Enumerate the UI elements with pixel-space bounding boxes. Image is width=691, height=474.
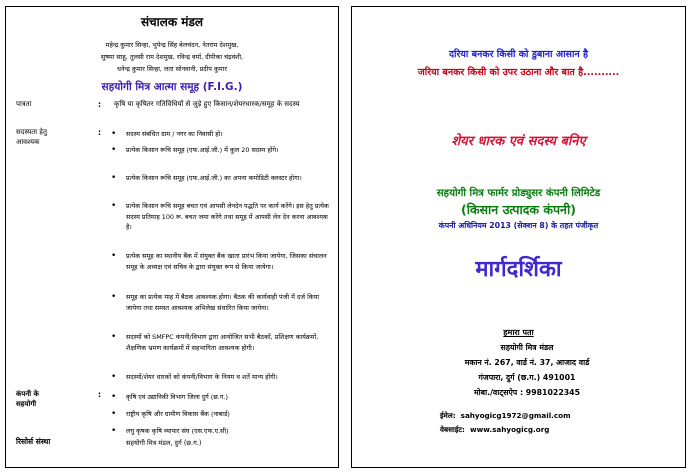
left-panel [5,6,339,468]
list-item-text: लघु कृषक कृषि व्यापार संघ (एस.एफ.ए.सी) [126,427,229,435]
address-line-4: मोबा./वाट्सऐप : 9981022345 [473,388,581,397]
bullet-icon: • [111,409,117,419]
bullet-icon: • [111,251,117,261]
list-item [106,292,334,313]
list-item-text: सदस्यों/शेयर धारकों को कंपनी/विभाग के नियम व शर्ते मान्य होंगी। [126,373,278,381]
list-item-text: प्रत्येक समूह का स्थानीय बैंक में संयुक्त बैंक खाता प्रारंभ किया जायेगा, जिसका संचालन समूह के अध्यक्ष एवं सचिव के द्वारा संयुक्त रूप से किया जायेगा। [126,252,327,271]
resource-label: रिसोर्स संस्था [16,437,51,446]
list-item-text: सदस्य संबंधित ग्राम / नगर का निवासी हो। [126,130,223,138]
list-item [106,251,334,272]
tagline-1: दरिया बनकर किसी को डुबाना आसान है [448,49,589,60]
website-link[interactable]: www.sahyogicg.org [469,425,550,434]
registration-line: कंपनी अधिनियम 2013 (सेक्शन 8) के तहत पंजीकृत [438,221,599,230]
list-item-text: राष्ट्रीय कृषि और ग्रामीण विकास बैंक (नाबार्ड) [126,410,230,418]
list-item-text: सदस्यों को SMFPC कंपनी/विभाग द्वारा आयोजित सभी बैठकों, प्रशिक्षण कार्यक्रमों, शैक्षणिक भ्रमण कार्यक्रमों में सहभागिता आवश्यक होगी। [126,333,319,352]
list-item [106,372,334,383]
list-item [106,332,334,353]
guide-title: मार्गदर्शिका [475,257,562,282]
list-item-text: कृषि एवं उद्यानिकी विभाग जिला दुर्ग (छ.ग.) [126,393,228,401]
requirements-label-1: सदस्यता हेतु [16,128,47,136]
right-panel [351,6,686,468]
bullet-icon: • [111,392,117,402]
list-item [106,173,334,184]
group-title: सहयोगी मित्र आत्मा समूह (F.I.G.) [101,81,243,93]
address-line-3: गंजपारा, दुर्ग (छ.ग.) 491001 [478,373,576,382]
list-item-text: प्रत्येक किसान रूचि समूह बचत एवं आपसी लेनदेन पद्धति पर कार्य करेंगे। इस हेतु प्रत्येक सदस्य प्रतिमाह 100 रू. बचत जमा करेंगे तथा समूह में आपसी लेन देन करना आवश्यक है। [126,202,329,231]
website-label: वेबसाईट: [440,425,465,434]
company-subtitle: (किसान उत्पादक कंपनी) [461,202,576,217]
bullet-icon: • [111,292,117,302]
bullet-icon: • [111,173,117,183]
list-item-text: समूह का प्रत्येक माह में बैठक आवश्यक होगा। बैठक की कार्यवाही पंजी में दर्ज किया जायेगा तथा समस्त आवश्यक अभिलेख संधारित किया जायेगा। [126,293,320,312]
company-name: सहयोगी मित्र फार्मर प्रोड्युसर कंपनी लिमिटेड [436,188,601,199]
address-title: हमारा पता [503,328,534,337]
list-item [106,392,334,403]
partners-label-1: कंपनी के [16,390,39,398]
board-members-line-2: सुषमा साहू, तुलसी राम देशमुख, रविन्द्र वर्मा, दीपीका चंद्रवंशी, [100,53,244,61]
list-item-text: प्रत्येक किसान रूचि समूह (एफ.आई.जी.) में कुल 20 सदस्य होंगे। [126,146,279,154]
list-item [106,409,334,420]
partners-colon: : [98,390,101,399]
bullet-icon: • [111,201,117,211]
resource-text: सहयोगी मित्र मंडल, दुर्ग (छ.ग.) [126,439,202,447]
website-row [440,417,549,436]
bullet-icon: • [111,372,117,382]
board-heading: संचालक मंडल [140,15,204,29]
address-line-1: सहयोगी मित्र मंडल [500,343,554,352]
eligibility-label: पात्रता [16,100,32,108]
eligibility-colon: : [98,100,101,109]
list-item [106,129,334,140]
requirements-colon: : [98,128,101,137]
email-label: ईमेल: [440,411,456,420]
board-members-line-1: महेन्द्र कुमार सिन्हा, भुपेन्द्र सिंह बेलचंदन, नेतराम देशमुख, [105,41,239,49]
list-item-text: प्रत्येक किसान रूचि समूह (एफ.आई.जी.) का अपना कमोडिटी क्लस्टर होगा। [126,174,302,182]
eligibility-text: कृषि या कृषितर गतिविधियों से जुड़े हुए किसान/शेयरधारक/समूह के सदस्य [114,100,300,108]
bullet-icon: • [111,129,117,139]
bullet-icon: • [111,332,117,342]
partners-label-2: सहयोगी [16,400,37,408]
email-link[interactable]: sahyogicg1972@gmail.com [460,411,571,420]
bullet-icon: • [111,145,117,155]
board-members-line-3: धनेन्द्र कुमार सिन्हा, लता सोनवानी, प्रदीप कुमार [117,65,227,73]
call-to-action: शेयर धारक एवं सदस्य बनिए [451,134,586,149]
tagline-2: जरिया बनकर किसी को उपर उठाना और बात है.......... [417,67,620,78]
bullet-icon: • [111,426,117,436]
list-item [106,426,334,437]
address-line-2: मकान नं. 267, वार्ड नं. 37, आजाद वार्ड [464,358,590,367]
requirements-label-2: आवश्यक [16,138,40,146]
list-item [106,145,334,156]
list-item [106,201,334,233]
